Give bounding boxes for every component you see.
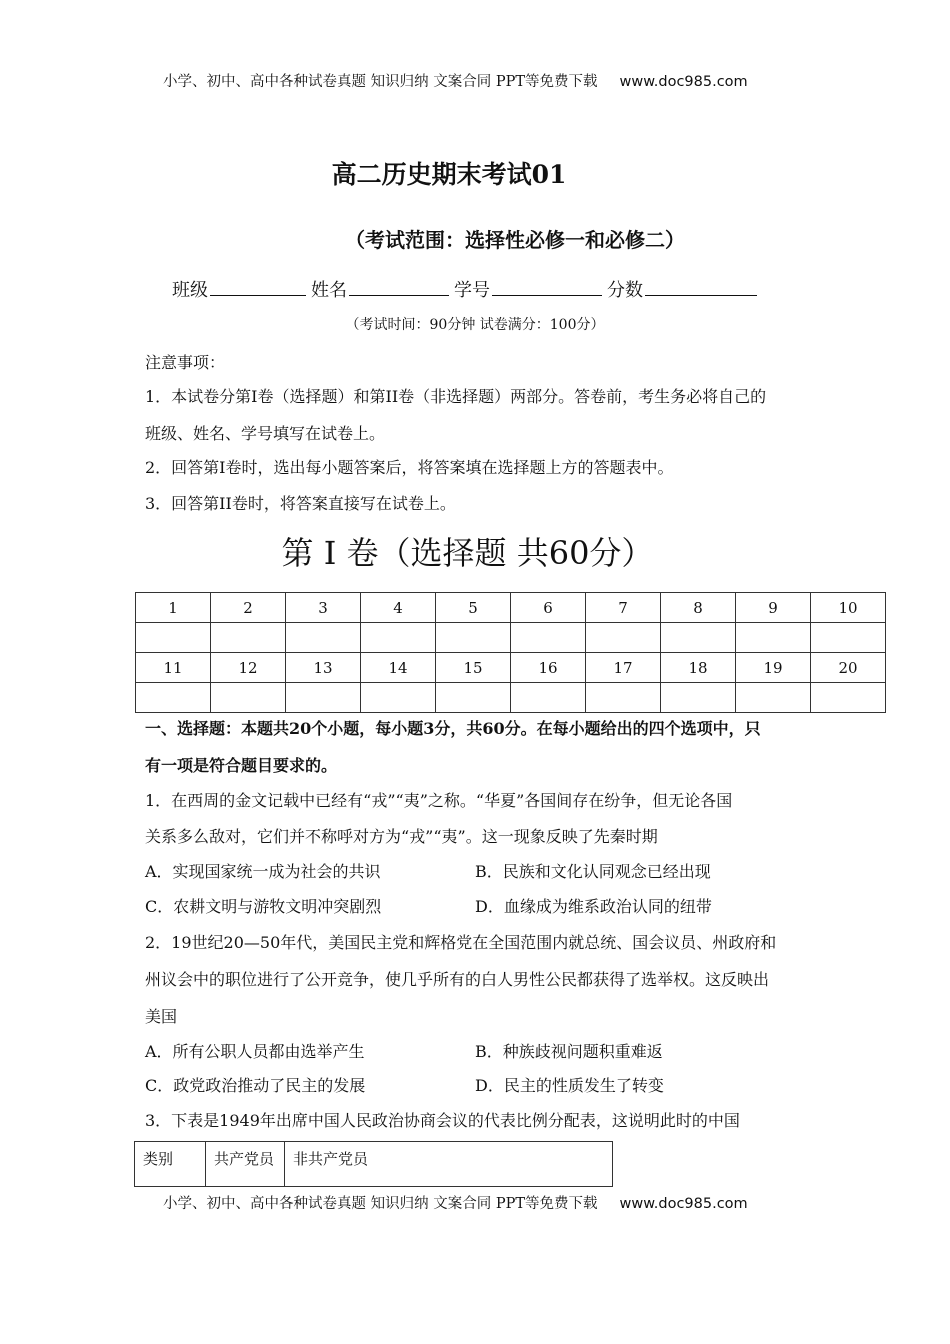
answer-cell[interactable] (661, 623, 736, 653)
grid-answer-row (136, 683, 886, 713)
grid-number-row (136, 593, 886, 623)
answer-cell[interactable] (286, 623, 361, 653)
answer-cell[interactable] (586, 623, 661, 653)
answer-cell[interactable] (136, 683, 211, 713)
answer-cell[interactable] (586, 683, 661, 713)
student-info-fields (172, 276, 762, 302)
header-banner-url[interactable]: www.doc985.com (619, 74, 748, 90)
grid-answer-row (136, 623, 886, 653)
question-stem: 3．下表是1949年出席中国人民政治协商会议的代表比例分配表，这说明此时的中国 (145, 1111, 740, 1130)
question-stem: 1．在西周的金文记载中已经有“戎”“夷”之称。“华夏”各国间存在纷争，但无论各国 (145, 791, 733, 810)
header-banner (163, 70, 748, 91)
class-label: 班级 (172, 280, 208, 301)
answer-cell[interactable] (361, 683, 436, 713)
table-header-cell: 共产党员 (206, 1142, 285, 1187)
grid-number: 11 (136, 653, 211, 683)
answer-cell[interactable] (211, 683, 286, 713)
grid-number-row (136, 653, 886, 683)
class-field[interactable] (210, 281, 306, 296)
answer-cell[interactable] (511, 623, 586, 653)
name-field[interactable] (349, 281, 449, 296)
option-a[interactable]: A．实现国家统一成为社会的共识 (145, 862, 381, 881)
grid-number: 16 (511, 653, 586, 683)
option-b[interactable]: B．民族和文化认同观念已经出现 (475, 862, 711, 881)
name-label: 姓名 (311, 280, 347, 301)
student-id-field[interactable] (492, 281, 602, 296)
question-stem: 美国 (145, 1007, 178, 1026)
grid-number: 19 (736, 653, 811, 683)
grid-number: 13 (286, 653, 361, 683)
answer-cell[interactable] (436, 683, 511, 713)
answer-cell[interactable] (811, 683, 886, 713)
option-d[interactable]: D．民主的性质发生了转变 (475, 1076, 664, 1095)
option-c[interactable]: C．农耕文明与游牧文明冲突剧烈 (145, 897, 382, 916)
score-label: 分数 (607, 280, 643, 301)
grid-number: 10 (811, 593, 886, 623)
grid-number: 2 (211, 593, 286, 623)
note-item: 2．回答第I卷时，选出每小题答案后，将答案填在选择题上方的答题表中。 (145, 458, 674, 477)
option-b[interactable]: B．种族歧视问题积重难返 (475, 1042, 663, 1061)
answer-cell[interactable] (811, 623, 886, 653)
instructions-line: 一、选择题：本题共20个小题，每小题3分，共60分。在每小题给出的四个选项中，只 (145, 719, 761, 738)
footer-banner (163, 1192, 748, 1213)
grid-number: 6 (511, 593, 586, 623)
footer-banner-text: 小学、初中、高中各种试卷真题 知识归纳 文案合同 PPT等免费下载 (163, 1196, 598, 1212)
grid-number: 20 (811, 653, 886, 683)
table-header-cell: 类别 (135, 1142, 206, 1187)
grid-number: 18 (661, 653, 736, 683)
answer-cell[interactable] (211, 623, 286, 653)
answer-cell[interactable] (511, 683, 586, 713)
answer-cell[interactable] (286, 683, 361, 713)
answer-cell[interactable] (436, 623, 511, 653)
grid-number: 17 (586, 653, 661, 683)
score-field[interactable] (645, 281, 757, 296)
answer-cell[interactable] (661, 683, 736, 713)
grid-number: 5 (436, 593, 511, 623)
answer-cell[interactable] (136, 623, 211, 653)
grid-number: 1 (136, 593, 211, 623)
answer-cell[interactable] (736, 683, 811, 713)
grid-number: 8 (661, 593, 736, 623)
question-stem: 州议会中的职位进行了公开竞争，使几乎所有的白人男性公民都获得了选举权。这反映出 (145, 970, 770, 989)
footer-banner-url[interactable]: www.doc985.com (619, 1196, 748, 1212)
section-title: 第 I 卷（选择题 共60分） (281, 534, 654, 572)
option-d[interactable]: D．血缘成为维系政治认同的纽带 (475, 897, 712, 916)
grid-number: 4 (361, 593, 436, 623)
grid-number: 15 (436, 653, 511, 683)
answer-cell[interactable] (361, 623, 436, 653)
header-banner-text: 小学、初中、高中各种试卷真题 知识归纳 文案合同 PPT等免费下载 (163, 74, 598, 90)
question-stem: 2．19世纪20—50年代，美国民主党和辉格党在全国范围内就总统、国会议员、州政府和 (145, 933, 777, 952)
table-row (135, 1142, 613, 1187)
note-item: 3．回答第II卷时，将答案直接写在试卷上。 (145, 494, 456, 513)
table-header-cell: 非共产党员 (285, 1142, 613, 1187)
grid-number: 9 (736, 593, 811, 623)
grid-number: 12 (211, 653, 286, 683)
option-a[interactable]: A．所有公职人员都由选举产生 (145, 1042, 365, 1061)
notes-heading: 注意事项： (145, 353, 226, 372)
exam-scope: （考试范围：选择性必修一和必修二） (345, 228, 685, 252)
grid-number: 14 (361, 653, 436, 683)
exam-time: （考试时间：90分钟 试卷满分：100分） (345, 317, 605, 333)
note-item: 1．本试卷分第I卷（选择题）和第II卷（非选择题）两部分。答卷前，考生务必将自己的 (145, 387, 767, 406)
answer-grid (135, 592, 886, 713)
answer-cell[interactable] (736, 623, 811, 653)
grid-number: 3 (286, 593, 361, 623)
note-item: 班级、姓名、学号填写在试卷上。 (145, 424, 386, 443)
instructions-line: 有一项是符合题目要求的。 (145, 756, 338, 775)
page-title: 高二历史期末考试01 (331, 160, 567, 189)
q3-table (134, 1141, 613, 1187)
option-c[interactable]: C．政党政治推动了民主的发展 (145, 1076, 366, 1095)
id-label: 学号 (454, 280, 490, 301)
grid-number: 7 (586, 593, 661, 623)
question-stem: 关系多么敌对，它们并不称呼对方为“戎”“夷”。这一现象反映了先秦时期 (145, 827, 658, 846)
